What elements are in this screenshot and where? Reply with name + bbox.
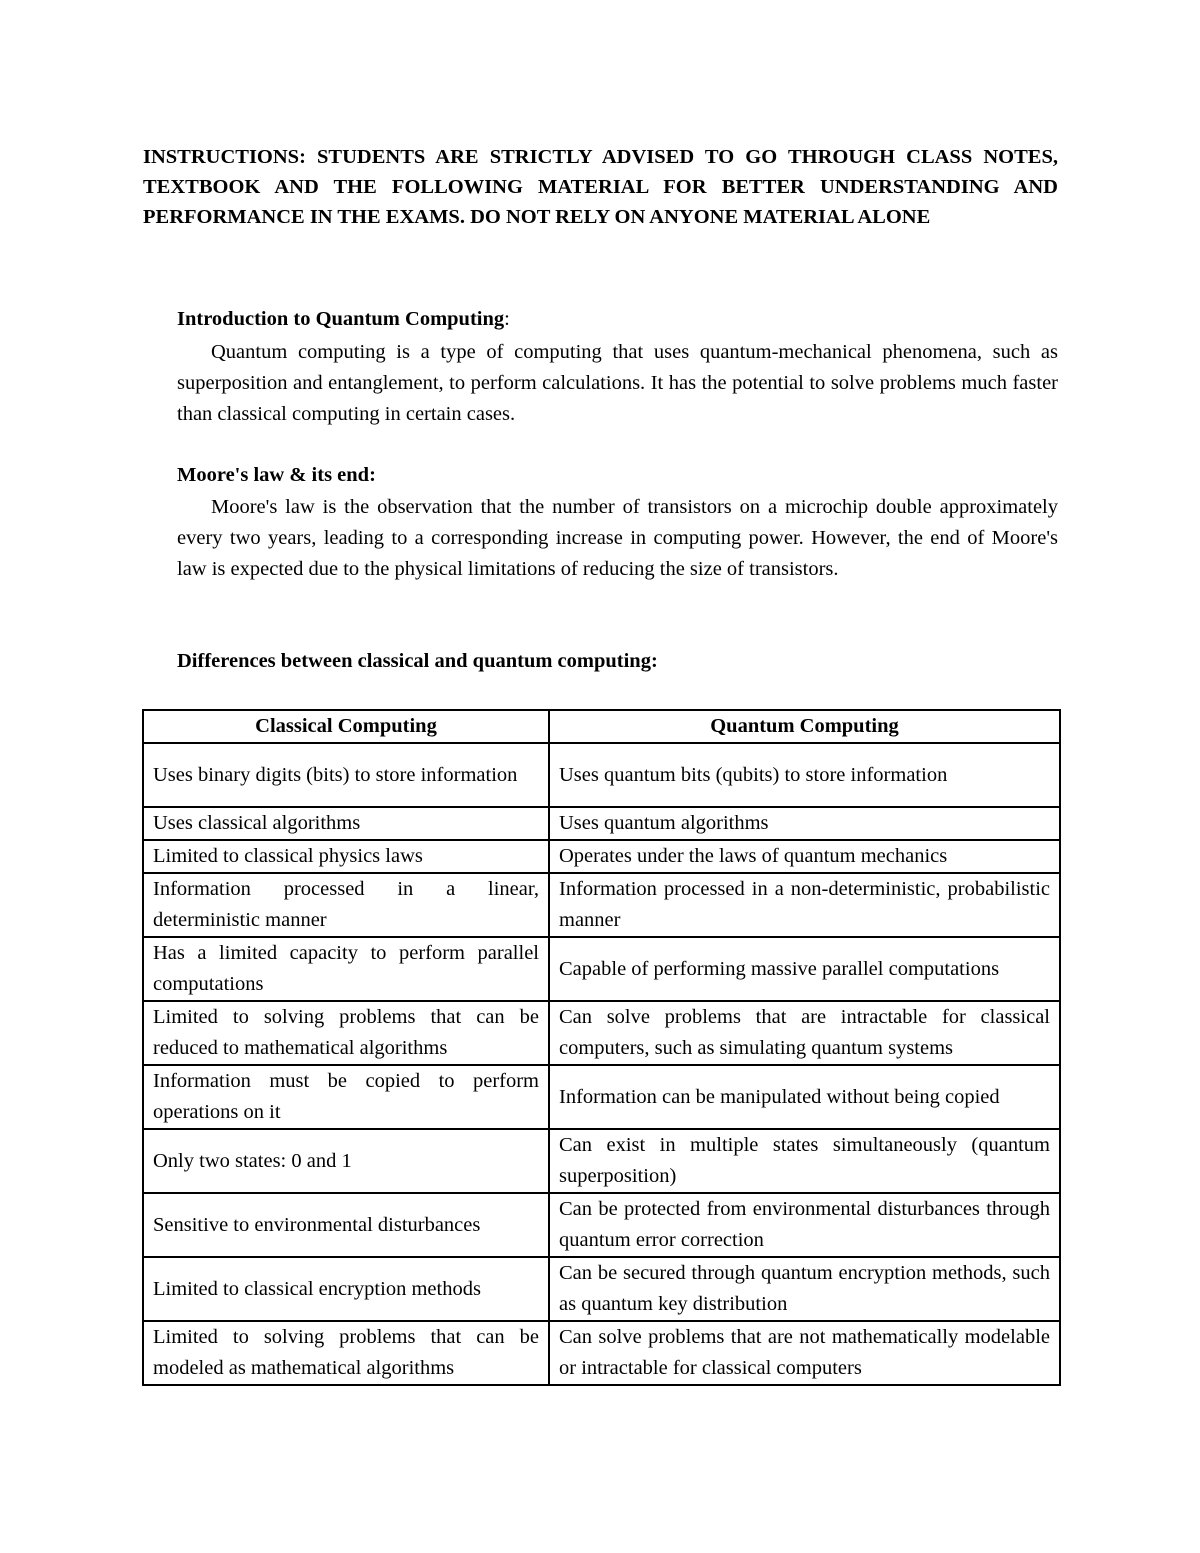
quantum-cell: Uses quantum algorithms [549,807,1060,840]
quantum-cell: Can solve problems that are not mathematically modelable or intractable for classical computers [549,1321,1060,1385]
table-row [143,1257,1060,1321]
table-row [143,1321,1060,1385]
differences-heading: Differences between classical and quantum computing: [177,650,658,672]
table-row [143,937,1060,1001]
quantum-cell: Capable of performing massive parallel computations [549,937,1060,1001]
header-quantum: Quantum Computing [549,710,1060,743]
moore-body: Moore's law is the observation that the number of transistors on a microchip double approximately every two years, leading to a corresponding increase in computing power. However, the end of Moore's law is expected due to the physical limitations of reducing the size of transistors. [177,496,1058,580]
classical-cell: Information processed in a linear, deterministic manner [143,873,549,937]
quantum-cell: Operates under the laws of quantum mechanics [549,840,1060,873]
classical-cell: Uses binary digits (bits) to store information [143,743,549,807]
quantum-cell: Can be secured through quantum encryption methods, such as quantum key distribution [549,1257,1060,1321]
classical-cell: Limited to classical encryption methods [143,1257,549,1321]
intro-heading-text: Introduction to Quantum Computing [177,308,505,330]
table-row [143,1001,1060,1065]
table-row [143,1065,1060,1129]
classical-cell: Limited to solving problems that can be modeled as mathematical algorithms [143,1321,549,1385]
quantum-cell: Can exist in multiple states simultaneously (quantum superposition) [549,1129,1060,1193]
table-header-row [143,710,1060,743]
classical-cell: Information must be copied to perform operations on it [143,1065,549,1129]
moore-heading: Moore's law & its end: [177,464,376,486]
classical-cell: Has a limited capacity to perform parallel computations [143,937,549,1001]
table-row [143,1129,1060,1193]
quantum-cell: Uses quantum bits (qubits) to store information [549,743,1060,807]
classical-cell: Limited to classical physics laws [143,840,549,873]
table-row [143,807,1060,840]
table-row [143,1193,1060,1257]
classical-cell: Uses classical algorithms [143,807,549,840]
intro-heading [177,304,510,334]
table-row [143,840,1060,873]
table-row [143,873,1060,937]
classical-cell: Sensitive to environmental disturbances [143,1193,549,1257]
comparison-table [142,709,1061,1386]
intro-body: Quantum computing is a type of computing that uses quantum-mechanical phenomena, such as superposition and entanglement, to perform calculations. It has the potential to solve problems much faster than classical computing in certain cases. [177,341,1058,425]
instructions-paragraph: INSTRUCTIONS: STUDENTS ARE STRICTLY ADVISED TO GO THROUGH CLASS NOTES, TEXTBOOK AND THE FOLLOWING MATERIAL FOR BETTER UNDERSTANDING AND PERFORMANCE IN THE EXAMS. DO NOT RELY ON ANYONE MATERIAL ALONE [143,146,1058,228]
quantum-cell: Information processed in a non-deterministic, probabilistic manner [549,873,1060,937]
quantum-cell: Can be protected from environmental disturbances through quantum error correction [549,1193,1060,1257]
intro-heading-colon: : [504,308,510,330]
quantum-cell: Information can be manipulated without being copied [549,1065,1060,1129]
classical-cell: Only two states: 0 and 1 [143,1129,549,1193]
classical-cell: Limited to solving problems that can be reduced to mathematical algorithms [143,1001,549,1065]
quantum-cell: Can solve problems that are intractable for classical computers, such as simulating quantum systems [549,1001,1060,1065]
header-classical: Classical Computing [143,710,549,743]
table-row [143,743,1060,807]
